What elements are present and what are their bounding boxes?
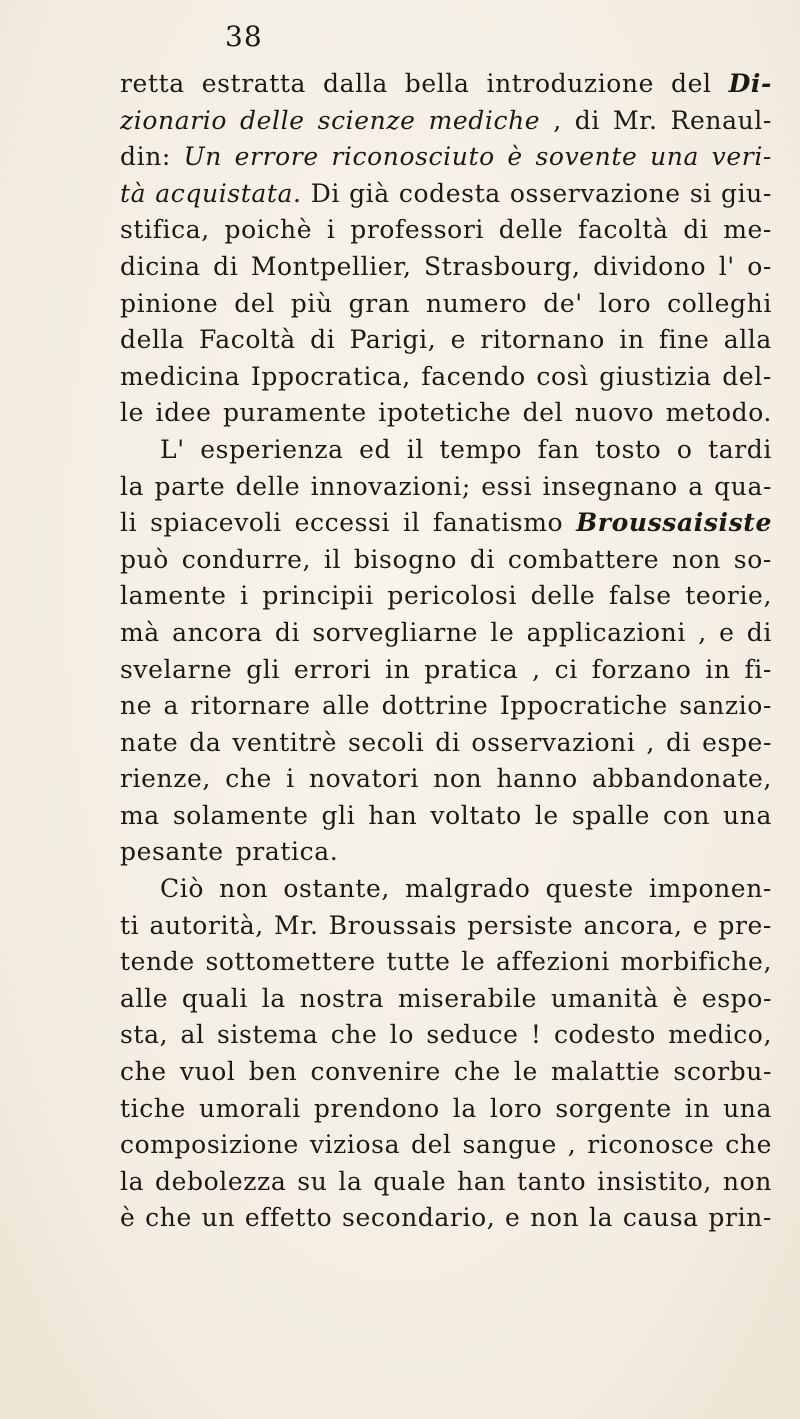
word: sta,: [120, 1020, 169, 1050]
word: facendo: [421, 361, 526, 391]
word: abbandonate,: [591, 764, 772, 794]
word: tardi: [708, 434, 772, 464]
word: stifica,: [120, 215, 210, 245]
word: Mr.: [274, 910, 319, 940]
word: non: [530, 1203, 580, 1233]
word: espo-: [701, 983, 772, 1013]
word: giustizia: [599, 361, 712, 391]
word: condurre,: [181, 544, 312, 574]
word: e: [450, 325, 467, 355]
word: professori: [350, 215, 484, 245]
word: Mr.: [612, 105, 658, 135]
word: in: [684, 1093, 711, 1123]
word: una: [650, 142, 700, 172]
word: alle: [120, 983, 169, 1013]
word: poichè: [224, 215, 313, 245]
word: di: [435, 727, 461, 757]
word: più: [290, 288, 333, 318]
word: teorie,: [685, 581, 772, 611]
word: so-: [733, 544, 772, 574]
word: medicina: [120, 361, 241, 391]
word: in: [619, 325, 645, 355]
text-line: [120, 103, 772, 140]
word: fan: [537, 434, 580, 464]
word: quale: [373, 1166, 447, 1196]
word: estratta: [201, 69, 307, 98]
word: pinione: [120, 288, 219, 318]
word: li: [120, 508, 138, 538]
word: è: [120, 1203, 136, 1233]
word: viziosa: [309, 1130, 401, 1160]
word: di: [274, 617, 301, 647]
text-line: [120, 1091, 772, 1128]
word: i: [286, 764, 295, 794]
word: non: [671, 544, 721, 574]
word: e: [719, 617, 735, 647]
word: idee: [155, 398, 212, 428]
word: metodo.: [665, 398, 772, 428]
word: L': [160, 434, 185, 464]
word: espe-: [702, 727, 772, 757]
word: ti: [120, 910, 140, 940]
word: dalla: [323, 69, 388, 98]
word: delle: [498, 215, 564, 245]
word: la: [452, 1093, 477, 1123]
word: parte: [154, 471, 226, 501]
word: non: [433, 764, 483, 794]
word: debolezza: [155, 1166, 287, 1196]
word: ed: [359, 434, 392, 464]
word: forzano: [591, 654, 692, 684]
word: pesante: [120, 837, 224, 867]
word: innovazioni;: [310, 471, 471, 501]
word: Ippocratiche: [499, 691, 668, 721]
word: de': [543, 288, 583, 318]
word: di: [213, 251, 239, 281]
word: Renaul-: [670, 105, 772, 135]
word: del: [522, 398, 564, 428]
word: così: [536, 361, 589, 391]
word: han: [457, 1166, 507, 1196]
word: osservazioni: [471, 727, 636, 757]
word: colleghi: [667, 288, 772, 318]
word: ,: [646, 727, 655, 757]
word: zionario: [120, 105, 228, 135]
word: umorali: [198, 1093, 301, 1123]
word: le: [461, 947, 486, 977]
word: numero: [426, 288, 528, 318]
word: da: [189, 727, 222, 757]
word: è: [507, 142, 523, 172]
word: sistema: [217, 1020, 319, 1050]
word: nuovo: [574, 398, 655, 428]
word: codesto: [553, 1020, 656, 1050]
word: ben: [248, 1057, 298, 1087]
text-line: [120, 1017, 772, 1054]
word: la: [120, 1166, 145, 1196]
word: dottrine: [381, 691, 489, 721]
word: del: [234, 288, 275, 318]
word: una: [723, 800, 772, 830]
word: ne: [120, 691, 153, 721]
word: seduce: [426, 1020, 519, 1050]
word: o-: [747, 251, 772, 281]
text-line: [120, 322, 772, 359]
word: del: [411, 1130, 452, 1160]
text-line: [120, 688, 772, 725]
word: rienze,: [120, 764, 211, 794]
word: le: [534, 800, 559, 830]
word: autorità,: [149, 910, 264, 940]
word: Broussaisiste: [576, 508, 772, 538]
word: della: [120, 325, 185, 355]
word: malgrado: [405, 874, 531, 904]
word: errori: [293, 654, 372, 684]
word: tiche: [120, 1093, 186, 1123]
word: loro: [489, 1093, 543, 1123]
word: essi: [481, 471, 533, 501]
word: imponen-: [648, 874, 772, 904]
word: che: [454, 1057, 501, 1087]
word: ,: [567, 1130, 577, 1160]
word: Ippocratica,: [250, 361, 411, 391]
word: secondario,: [342, 1203, 496, 1233]
word: il: [402, 508, 421, 538]
word: che: [225, 764, 272, 794]
word: la: [338, 1166, 363, 1196]
word: medico,: [668, 1020, 772, 1050]
word: alla: [723, 325, 772, 355]
word: è: [672, 983, 689, 1013]
word: a: [688, 471, 704, 501]
word: Un: [183, 142, 222, 172]
word: che: [120, 1057, 167, 1087]
word: causa: [622, 1203, 699, 1233]
word: tanto: [517, 1166, 587, 1196]
word: e: [505, 1203, 521, 1233]
word: riconosce: [587, 1130, 715, 1160]
word: effetto: [244, 1203, 333, 1233]
word: in: [705, 654, 731, 684]
word: in: [385, 654, 411, 684]
word: Montpellier,: [250, 251, 412, 281]
word: al: [180, 1020, 205, 1050]
text-line: [120, 212, 772, 249]
word: la: [261, 983, 286, 1013]
word: prin-: [708, 1203, 772, 1233]
word: errore: [234, 142, 319, 172]
word: veri-: [711, 142, 772, 172]
word: pratica.: [235, 837, 339, 867]
word: false: [608, 581, 672, 611]
word: fanatismo: [433, 508, 564, 538]
word: lamente: [120, 581, 227, 611]
word: pratica: [424, 654, 519, 684]
word: puramente: [222, 398, 367, 428]
word: insistito,: [597, 1166, 712, 1196]
word: !: [530, 1020, 542, 1050]
text-line: [120, 834, 772, 871]
word: scorbu-: [673, 1057, 772, 1087]
text-line: [120, 981, 772, 1018]
word: delle: [240, 105, 305, 135]
text-line: [120, 249, 772, 286]
word: ritornano: [480, 325, 605, 355]
word: su: [297, 1166, 328, 1196]
word: alle: [322, 691, 371, 721]
word: solamente: [172, 800, 309, 830]
word: Parigi,: [349, 325, 437, 355]
word: gli: [321, 800, 356, 830]
word: può: [120, 544, 169, 574]
word: hanno: [496, 764, 578, 794]
text-line: [120, 1200, 772, 1237]
text-line: [120, 1164, 772, 1201]
word: sangue: [462, 1130, 557, 1160]
text-line: [120, 1054, 772, 1091]
word: composizione: [120, 1130, 299, 1160]
word: e: [692, 910, 709, 940]
word: a: [163, 691, 180, 721]
text-line: [120, 652, 772, 689]
word: tende: [120, 947, 195, 977]
word: già: [349, 178, 390, 208]
word: secoli: [347, 727, 425, 757]
text-line: [120, 139, 772, 176]
word: umanità: [550, 983, 659, 1013]
word: lo: [389, 1020, 415, 1050]
text-line: [120, 908, 772, 945]
word: una: [723, 1093, 772, 1123]
word: qua-: [714, 471, 772, 501]
word: bella: [404, 69, 470, 98]
word: un: [201, 1203, 236, 1233]
text-line: [120, 1127, 772, 1164]
word: sottomettere: [205, 947, 376, 977]
word: non: [722, 1166, 772, 1196]
word: del: [671, 69, 712, 98]
text-line: [120, 395, 772, 432]
word: tempo: [439, 434, 523, 464]
word: gli: [246, 654, 280, 684]
word: sorgente: [555, 1093, 672, 1123]
word: acquistata.: [155, 178, 302, 208]
word: malattie: [551, 1057, 661, 1087]
word: ritornare: [190, 691, 311, 721]
word: din:: [120, 142, 171, 172]
word: Facoltà: [199, 325, 296, 355]
word: ma: [120, 800, 160, 830]
text-line: [120, 725, 772, 762]
word: novatori: [308, 764, 419, 794]
word: le: [120, 398, 144, 428]
word: spalle: [571, 800, 650, 830]
word: introduzione: [486, 69, 655, 98]
word: sanzio-: [679, 691, 772, 721]
word: ancora: [172, 617, 263, 647]
word: Di-: [728, 69, 772, 98]
word: la: [120, 471, 145, 501]
word: tà: [120, 178, 147, 208]
word: sovente: [535, 142, 638, 172]
word: ostante,: [283, 874, 390, 904]
word: dicina: [120, 251, 201, 281]
word: fi-: [744, 654, 772, 684]
word: le: [513, 1057, 538, 1087]
word: ancora,: [583, 910, 683, 940]
word: le: [490, 617, 515, 647]
word: insegnano: [542, 471, 678, 501]
word: ,: [532, 654, 541, 684]
word: Di: [310, 178, 340, 208]
word: ipotetiche: [378, 398, 512, 428]
word: ,: [698, 617, 707, 647]
word: principii: [262, 581, 374, 611]
word: ci: [554, 654, 578, 684]
text-line: [120, 871, 772, 908]
text-line: [120, 615, 772, 652]
word: affezioni: [495, 947, 610, 977]
word: facoltà: [578, 215, 669, 245]
word: me-: [723, 215, 772, 245]
word: con: [663, 800, 710, 830]
word: pericolosi: [387, 581, 518, 611]
word: nate: [120, 727, 179, 757]
word: di: [746, 617, 772, 647]
text-line: [120, 542, 772, 579]
word: fine: [658, 325, 710, 355]
word: eccessi: [294, 508, 391, 538]
word: svelarne: [120, 654, 233, 684]
word: persiste: [467, 910, 574, 940]
word: che: [145, 1203, 192, 1233]
word: tosto: [595, 434, 662, 464]
text-line: [120, 761, 772, 798]
text-line: [120, 469, 772, 506]
word: che: [725, 1130, 772, 1160]
word: o: [676, 434, 693, 464]
word: prendono: [313, 1093, 440, 1123]
word: di: [310, 325, 336, 355]
word: Ciò: [160, 874, 204, 904]
text-line: [120, 66, 772, 103]
word: mediche: [428, 105, 541, 135]
word: del-: [722, 361, 772, 391]
word: si: [689, 178, 712, 208]
word: di: [683, 215, 709, 245]
word: Broussais: [328, 910, 458, 940]
word: giu-: [720, 178, 772, 208]
word: codesta: [398, 178, 501, 208]
word: voltato: [430, 800, 522, 830]
word: delle: [530, 581, 596, 611]
word: delle: [235, 471, 301, 501]
word: di: [665, 727, 692, 757]
word: tutte: [386, 947, 451, 977]
word: bisogno: [353, 544, 458, 574]
word: convenire: [310, 1057, 441, 1087]
word: combattere: [507, 544, 660, 574]
word: morbifiche,: [620, 947, 772, 977]
word: retta: [120, 69, 185, 98]
word: l': [718, 251, 735, 281]
word: pre-: [718, 910, 772, 940]
word: i: [240, 581, 249, 611]
word: dividono: [593, 251, 707, 281]
word: queste: [545, 874, 634, 904]
word: di: [469, 544, 496, 574]
word: gran: [348, 288, 411, 318]
text-line: [120, 798, 772, 835]
text-line: [120, 505, 772, 542]
text-line: [120, 176, 772, 213]
text-line: [120, 944, 772, 981]
body-text: [120, 66, 772, 1237]
word: loro: [598, 288, 652, 318]
word: spiacevoli: [150, 508, 282, 538]
word: Strasbourg,: [424, 251, 581, 281]
word: la: [589, 1203, 614, 1233]
word: il: [406, 434, 424, 464]
word: sorvegliarne: [312, 617, 479, 647]
text-line: [120, 432, 772, 469]
word: non: [219, 874, 269, 904]
text-line: [120, 578, 772, 615]
word: i: [326, 215, 336, 245]
text-line: [120, 359, 772, 396]
word: ventitrè: [232, 727, 337, 757]
word: quali: [181, 983, 248, 1013]
word: osservazione: [509, 178, 681, 208]
text-line: [120, 286, 772, 323]
word: nostra: [299, 983, 385, 1013]
word: scienze: [317, 105, 416, 135]
word: mà: [120, 617, 160, 647]
word: applicazioni: [526, 617, 686, 647]
word: il: [323, 544, 342, 574]
word: ,: [553, 105, 562, 135]
page-number: 38: [225, 20, 263, 53]
word: esperienza: [200, 434, 344, 464]
word: vuol: [179, 1057, 236, 1087]
word: che: [330, 1020, 378, 1050]
word: miserabile: [398, 983, 537, 1013]
word: han: [368, 800, 418, 830]
word: riconosciuto: [331, 142, 495, 172]
word: di: [574, 105, 600, 135]
